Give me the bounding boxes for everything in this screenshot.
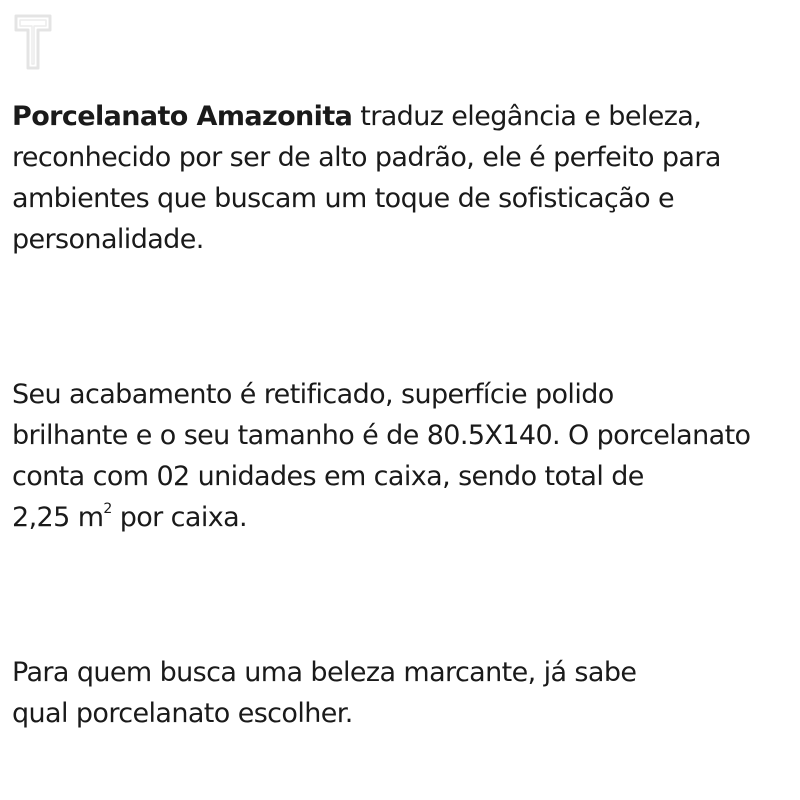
product-name: Porcelanato Amazonita <box>12 101 353 132</box>
specs-line-1: Seu acabamento é retificado, superfície polido <box>12 379 614 410</box>
intro-line-1-text: traduz elegância e beleza, <box>352 101 702 132</box>
area-exponent: 2 <box>103 501 112 517</box>
specs-line-3: conta com 02 unidades em caixa, sendo total de <box>12 461 644 492</box>
t-logo-icon <box>12 12 54 72</box>
intro-line-1 <box>12 96 721 137</box>
area-unit-rest: por caixa. <box>111 502 248 533</box>
closing-line-1: Para quem busca uma beleza marcante, já sabe <box>12 657 637 688</box>
area-value: 2,25 m <box>12 502 104 533</box>
specs-line-4 <box>12 497 750 538</box>
intro-line-4: personalidade. <box>12 224 204 255</box>
intro-line-3: ambientes que buscam um toque de sofisticação e <box>12 183 675 214</box>
closing-line-2: qual porcelanato escolher. <box>12 698 353 729</box>
paragraph-specs <box>12 374 750 538</box>
paragraph-closing <box>12 652 636 734</box>
intro-line-2: reconhecido por ser de alto padrão, ele é perfeito para <box>12 142 721 173</box>
paragraph-intro <box>12 96 721 260</box>
specs-line-2: brilhante e o seu tamanho é de 80.5X140. O porcelanato <box>12 420 751 451</box>
